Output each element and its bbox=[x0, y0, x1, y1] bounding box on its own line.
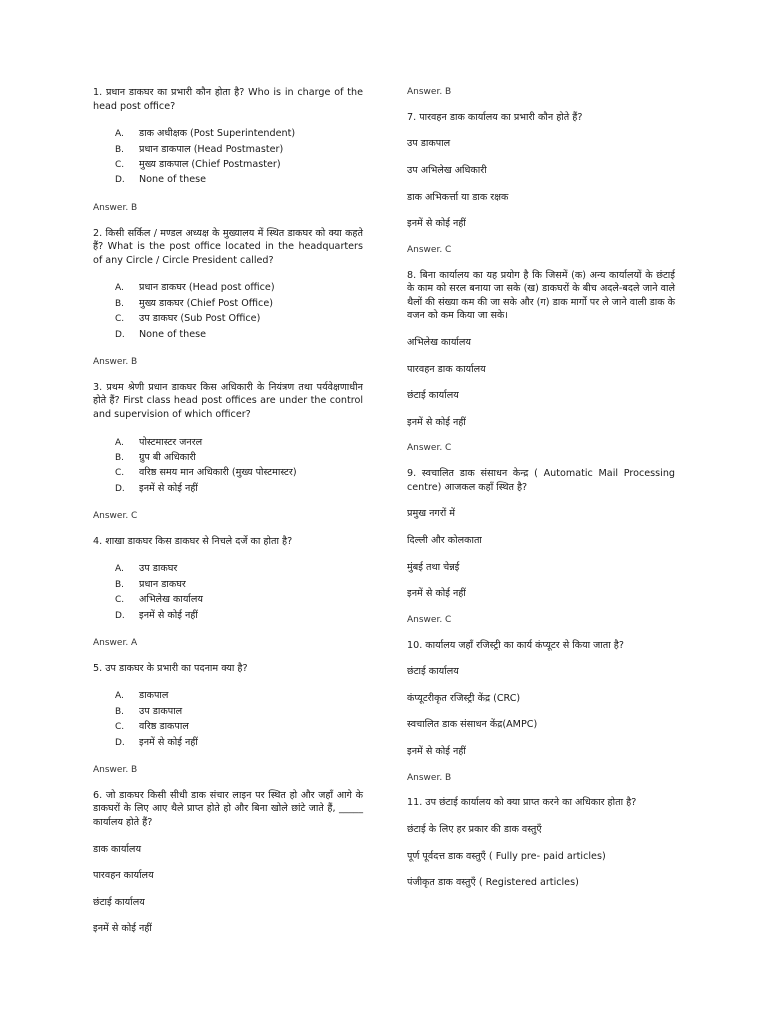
question-block-6 bbox=[93, 789, 363, 936]
option-11-2: पूर्ण पूर्वदत्त डाक वस्तुएँ ( Fully pre- paid articles) bbox=[407, 850, 606, 862]
answer-6: Answer. B bbox=[407, 87, 452, 97]
options-3 bbox=[115, 435, 363, 497]
answer-7: Answer. C bbox=[407, 244, 452, 255]
option-3a: A. पोस्टमास्टर जनरल bbox=[115, 436, 203, 448]
question-3: 3. प्रथम श्रेणी प्रधान डाकघर किस अधिकारी के नियंत्रण तथा पर्यवेक्षणाधीन होते हैं? First class head post offices are under the control and supervision of which officer? bbox=[93, 381, 363, 420]
question-block-1 bbox=[93, 86, 363, 215]
question-5: 5. उप डाकघर के प्रभारी का पदनाम क्या है? bbox=[93, 662, 248, 674]
answer-1: Answer. B bbox=[93, 202, 138, 213]
option-5c: C. वरिष्ठ डाकपाल bbox=[115, 721, 189, 733]
option-6-4: इनमें से कोई नहीं bbox=[93, 923, 152, 935]
option-1a: A. डाक अधीक्षक (Post Superintendent) bbox=[115, 128, 296, 140]
question-block-4 bbox=[93, 535, 363, 650]
options-1 bbox=[115, 126, 363, 188]
option-9-1: प्रमुख नगरों में bbox=[407, 508, 456, 520]
option-8-2: पारवहन डाक कार्यालय bbox=[407, 363, 486, 375]
option-10-1: छंटाई कार्यालय bbox=[407, 666, 459, 678]
question-block-7 bbox=[407, 111, 675, 257]
option-8-3: छंटाई कार्यालय bbox=[407, 390, 459, 402]
option-9-3: मुंबई तथा चेन्नई bbox=[407, 561, 460, 573]
option-6-1: डाक कार्यालय bbox=[93, 843, 142, 855]
answer-10: Answer. B bbox=[407, 772, 452, 783]
option-5a: A. डाकपाल bbox=[115, 690, 169, 702]
question-10: 10. कार्यालय जहाँ रजिस्ट्री का कार्य कंप्यूटर से किया जाता है? bbox=[407, 639, 624, 651]
option-2c: C. उप डाकघर (Sub Post Office) bbox=[115, 313, 261, 325]
option-8-4: इनमें से कोई नहीं bbox=[407, 416, 466, 428]
option-2a: A. प्रधान डाकघर (Head post office) bbox=[115, 282, 275, 294]
option-10-4: इनमें से कोई नहीं bbox=[407, 746, 466, 758]
option-6-2: पारवहन कार्यालय bbox=[93, 870, 154, 882]
answer-2: Answer. B bbox=[93, 356, 138, 367]
option-11-3: पंजीकृत डाक वस्तुएँ ( Registered articles) bbox=[407, 877, 579, 889]
options-4 bbox=[115, 561, 363, 623]
question-block-10 bbox=[407, 639, 675, 785]
question-block-9 bbox=[407, 467, 675, 626]
option-4a: A. उप डाकघर bbox=[115, 563, 178, 575]
answer-3: Answer. C bbox=[93, 511, 138, 522]
left-column bbox=[93, 86, 363, 949]
options-5 bbox=[115, 688, 363, 750]
right-column bbox=[407, 86, 675, 903]
question-block-3 bbox=[93, 381, 363, 523]
option-3d: D. इनमें से कोई नहीं bbox=[115, 482, 198, 494]
option-4b: B. प्रधान डाकघर bbox=[115, 578, 186, 590]
option-10-3: स्वचालित डाक संसाधन केंद्र(AMPC) bbox=[407, 719, 538, 731]
answer-5: Answer. B bbox=[93, 764, 138, 775]
option-9-4: इनमें से कोई नहीं bbox=[407, 588, 466, 600]
question-block-2 bbox=[93, 227, 363, 369]
options-2 bbox=[115, 280, 363, 342]
option-1b: B. प्रधान डाकपाल (Head Postmaster) bbox=[115, 143, 284, 155]
option-1d: D. None of these bbox=[115, 174, 207, 186]
question-2: 2. किसी सर्किल / मण्डल अध्यक्ष के मुख्यालय में स्थित डाकघर को क्या कहते हैं? What is the post office located in the headquarters of any Circle / Circle President called? bbox=[93, 227, 363, 266]
option-6-3: छंटाई कार्यालय bbox=[93, 896, 145, 908]
question-9: 9. स्वचालित डाक संसाधन केन्द्र ( Automatic Mail Processing centre) आजकल कहाँ स्थित है? bbox=[407, 468, 675, 493]
option-1c: C. मुख्य डाकपाल (Chief Postmaster) bbox=[115, 159, 281, 170]
option-10-2: कंप्यूटरीकृत रजिस्ट्री केंद्र (CRC) bbox=[407, 692, 521, 704]
question-7: 7. पारवहन डाक कार्यालय का प्रभारी कौन होते हैं? bbox=[407, 111, 583, 123]
question-11: 11. उप छंटाई कार्यालय को क्या प्राप्त करने का अधिकार होता है? bbox=[407, 797, 637, 809]
option-4d: D. इनमें से कोई नहीं bbox=[115, 609, 198, 621]
answer-8: Answer. C bbox=[407, 443, 452, 454]
option-7-3: डाक अभिकर्त्ता या डाक रक्षक bbox=[407, 191, 509, 203]
option-8-1: अभिलेख कार्यालय bbox=[407, 337, 471, 349]
option-5b: B. उप डाकपाल bbox=[115, 705, 183, 717]
option-7-1: उप डाकपाल bbox=[407, 138, 451, 150]
option-7-4: इनमें से कोई नहीं bbox=[407, 218, 466, 230]
question-1: 1. प्रधान डाकघर का प्रभारी कौन होता है? Who is in charge of the head post office? bbox=[93, 87, 363, 112]
option-3c: C. वरिष्ठ समय मान अधिकारी (मुख्य पोस्टमास्टर) bbox=[115, 467, 297, 479]
option-3b: B. ग्रुप बी अधिकारी bbox=[115, 451, 196, 463]
question-block-8 bbox=[407, 269, 675, 456]
option-2d: D. None of these bbox=[115, 328, 207, 340]
question-6: 6. जो डाकघर किसी सीधी डाक संचार लाइन पर स्थित हो और जहाँ आगे के डाकघरों के लिए आए थैले प्राप्त होते हो और बिना खोले छांटे जाते हैं, _____ कार्यालय होते हैं? bbox=[93, 789, 363, 828]
question-8: 8. बिना कार्यालय का यह प्रयोग है कि जिसमें (क) अन्य कार्यालयों के छंटाई के काम को सरल बनाया जा सके (ख) डाकघरों के बीच अदले-बदले जाने वाले थैलों की संख्या कम की जा सके और (ग) डाक मार्गो पर ले जाने वाली डाक के वजन को कम किया जा सके। bbox=[407, 269, 676, 322]
option-4c: C. अभिलेख कार्यालय bbox=[115, 594, 203, 606]
option-7-2: उप अभिलेख अधिकारी bbox=[407, 164, 487, 176]
answer-9: Answer. C bbox=[407, 614, 452, 625]
option-11-1: छंटाई के लिए हर प्रकार की डाक वस्तुएँ bbox=[407, 824, 542, 836]
option-9-2: दिल्ली और कोलकाता bbox=[407, 535, 482, 547]
answer-4: Answer. A bbox=[93, 638, 138, 649]
question-block-11 bbox=[407, 796, 675, 889]
option-5d: D. इनमें से कोई नहीं bbox=[115, 736, 198, 748]
question-4: 4. शाखा डाकघर किस डाकघर से निचले दर्जे का होता है? bbox=[93, 535, 293, 547]
question-block-5 bbox=[93, 662, 363, 777]
option-2b: B. मुख्य डाकघर (Chief Post Office) bbox=[115, 297, 273, 309]
